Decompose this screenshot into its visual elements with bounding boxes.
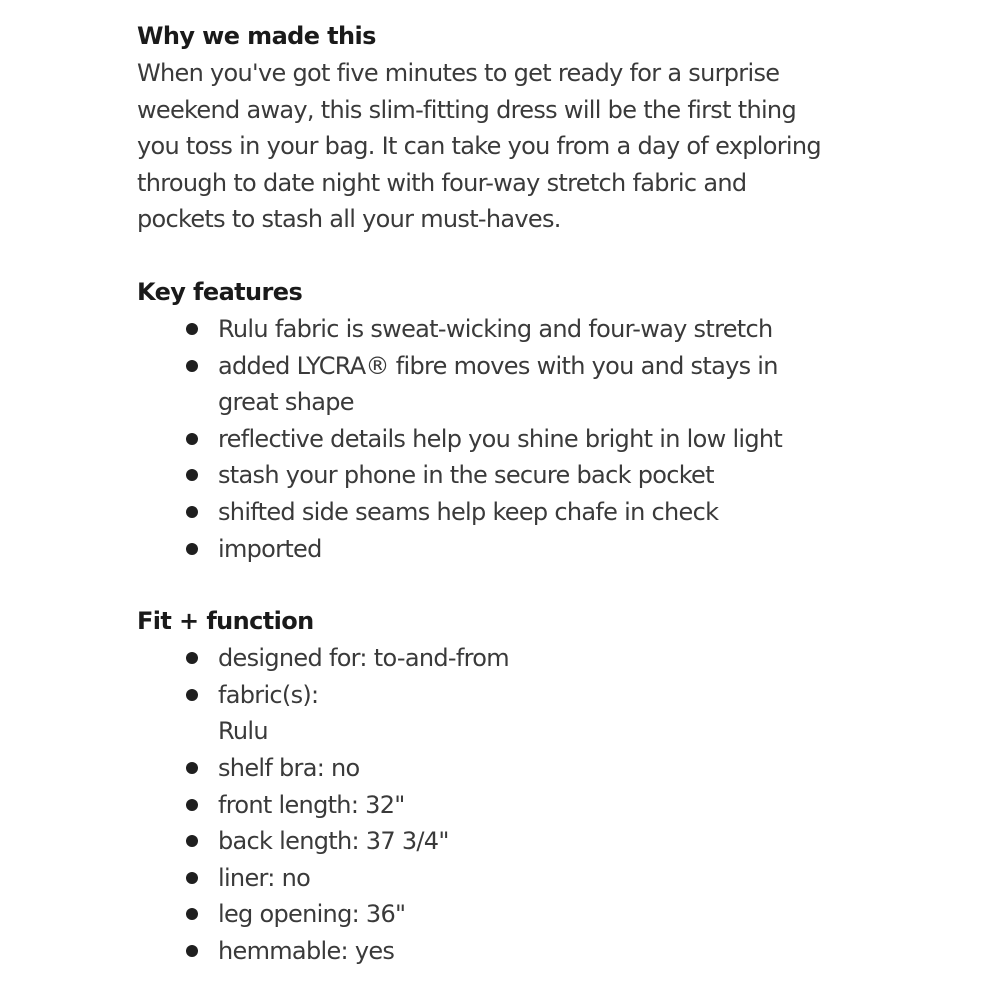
list-item [137, 311, 857, 348]
list-item [137, 494, 857, 531]
list-item [137, 640, 857, 677]
list-item [137, 348, 857, 421]
bullet-icon [186, 689, 198, 701]
list-item-text: fabric(s): Rulu [218, 680, 319, 746]
list-item-text: imported [218, 534, 322, 563]
list-item-text: added LYCRA® fibre moves with you and stays in great shape [218, 351, 778, 417]
section-gap [137, 238, 857, 274]
bullet-icon [186, 908, 198, 920]
bullet-icon [186, 872, 198, 884]
bullet-icon [186, 652, 198, 664]
fit-function-section [137, 603, 857, 969]
list-item-text: stash your phone in the secure back pocket [218, 461, 714, 490]
list-item-text: back length: 37 3/4" [218, 827, 449, 856]
list-item-text: shifted side seams help keep chafe in check [218, 497, 719, 526]
list-item-text: designed for: to-and-from [218, 644, 509, 673]
bullet-icon [186, 433, 198, 445]
bullet-icon [186, 799, 198, 811]
bullet-icon [186, 360, 198, 372]
list-item-text: leg opening: 36" [218, 900, 406, 929]
why-heading: Why we made this [137, 22, 376, 50]
product-description [137, 18, 857, 969]
bullet-icon [186, 835, 198, 847]
bullet-icon [186, 506, 198, 518]
list-item [137, 750, 857, 787]
list-item [137, 896, 857, 933]
list-item-text: reflective details help you shine bright in low light [218, 424, 783, 453]
list-item-text: hemmable: yes [218, 936, 395, 965]
list-item-text: shelf bra: no [218, 753, 360, 782]
section-gap [137, 567, 857, 603]
list-item-text: liner: no [218, 863, 311, 892]
bullet-icon [186, 945, 198, 957]
list-item [137, 823, 857, 860]
fit-function-list [137, 640, 857, 969]
key-features-list [137, 311, 857, 567]
list-item [137, 421, 857, 458]
bullet-icon [186, 469, 198, 481]
fit-function-heading: Fit + function [137, 607, 314, 636]
bullet-icon [186, 762, 198, 774]
list-item [137, 787, 857, 824]
list-item [137, 531, 857, 568]
why-we-made-this-section [137, 18, 857, 238]
key-features-section [137, 274, 857, 567]
key-features-heading: Key features [137, 277, 303, 306]
list-item [137, 457, 857, 494]
list-item [137, 860, 857, 897]
list-item [137, 677, 857, 750]
bullet-icon [186, 323, 198, 335]
list-item [137, 933, 857, 970]
list-item-text: Rulu fabric is sweat-wicking and four-way stretch [218, 314, 773, 343]
list-item-text: front length: 32" [218, 790, 405, 819]
why-body: When you've got five minutes to get ready for a surprise weekend away, this slim-fitting dress will be the first thing you toss in your bag. It can take you from a day of exploring through to date night with four-way stretch fabric and pockets to stash all your must-haves. [137, 59, 821, 234]
bullet-icon [186, 543, 198, 555]
